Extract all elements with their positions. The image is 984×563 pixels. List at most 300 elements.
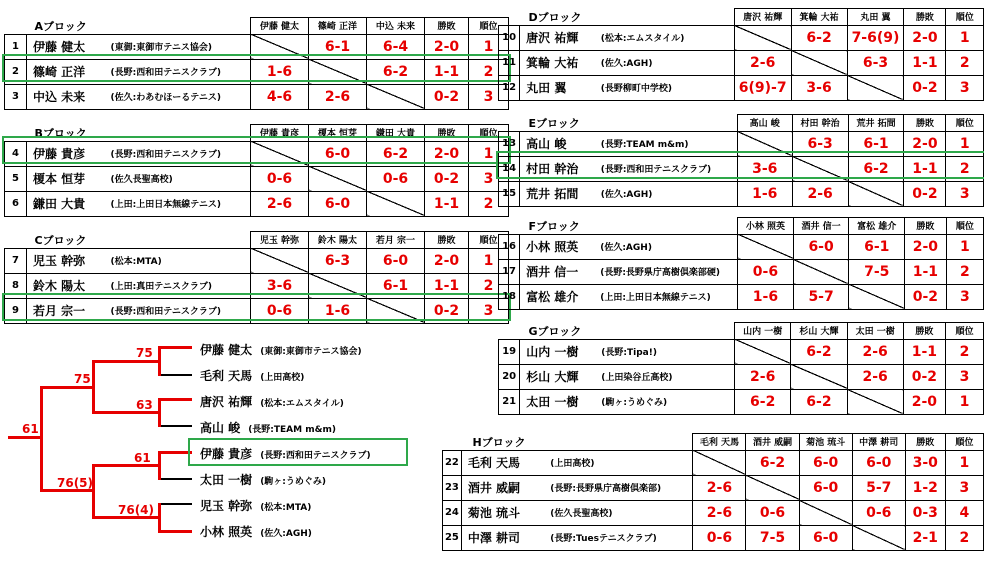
- player-number: 19: [499, 339, 520, 364]
- match-score: 0-6: [367, 166, 425, 191]
- match-score: 0-6: [693, 525, 746, 550]
- match-score: 2-6: [693, 475, 746, 500]
- rank: 1: [469, 34, 509, 59]
- player-number: 21: [499, 389, 520, 414]
- block-g: [498, 322, 984, 415]
- player-number: 7: [5, 248, 27, 273]
- match-score: 6-1: [309, 34, 367, 59]
- player-club: (松本:エムスタイル): [601, 25, 734, 50]
- rank: 1: [946, 25, 984, 50]
- table-row: [499, 181, 984, 206]
- column-header: 荒井 拓間: [848, 115, 904, 132]
- rank: 1: [946, 234, 983, 259]
- table-row: [499, 156, 984, 181]
- self-match-cell: [849, 284, 905, 309]
- win-loss: 2-1: [905, 525, 945, 550]
- player-number: 23: [443, 475, 462, 500]
- bracket-line: [40, 386, 95, 389]
- match-score: 5-7: [793, 284, 849, 309]
- column-header: 順位: [469, 232, 509, 249]
- player-number: 15: [499, 181, 520, 206]
- player-number: 18: [499, 284, 520, 309]
- round-robin-table: [498, 217, 984, 310]
- match-score: 3-6: [791, 75, 847, 100]
- win-loss: 1-1: [903, 339, 945, 364]
- table-row: [5, 166, 509, 191]
- column-header: 唐沢 祐輝: [734, 9, 791, 26]
- match-score: 1-6: [251, 59, 309, 84]
- player-name: 毛利 天馬: [461, 450, 550, 475]
- player-club: (上田高校): [550, 450, 693, 475]
- block-c: [4, 231, 509, 324]
- match-score: 3-6: [737, 156, 792, 181]
- player-number: 10: [499, 25, 520, 50]
- match-score: 6-0: [793, 234, 849, 259]
- rank: 2: [469, 59, 509, 84]
- block-b: [4, 124, 509, 217]
- score-r1d: 76(4): [118, 503, 155, 517]
- win-loss: 0-2: [425, 298, 469, 323]
- self-match-cell: [737, 131, 792, 156]
- table-row: [443, 450, 984, 475]
- player-club: (長野:西和田テニスクラブ): [111, 59, 251, 84]
- bracket-line: [8, 436, 43, 439]
- entrant-club: (長野:西和田テニスクラブ): [260, 451, 371, 461]
- player-number: 1: [5, 34, 27, 59]
- entrant-club: (松本:エムスタイル): [260, 399, 344, 409]
- player-name: 鈴木 陽太: [27, 273, 111, 298]
- self-match-cell: [746, 475, 799, 500]
- self-match-cell: [791, 364, 847, 389]
- block-label: Aブロック: [34, 19, 87, 33]
- match-score: 4-6: [251, 84, 309, 109]
- player-club: (上田:上田日本無線テニス): [111, 191, 251, 216]
- rank: 2: [469, 191, 509, 216]
- column-header: 小林 照英: [738, 218, 794, 235]
- player-club: (東御:東御市テニス協会): [111, 34, 251, 59]
- block-label: Gブロック: [528, 324, 582, 338]
- column-header: 富松 雄介: [849, 218, 905, 235]
- player-number: 17: [499, 259, 520, 284]
- player-name: 太田 一樹: [520, 389, 602, 414]
- player-club: (佐久長聖高校): [550, 500, 693, 525]
- match-score: 6-1: [848, 131, 904, 156]
- self-match-cell: [793, 259, 849, 284]
- player-number: 8: [5, 273, 27, 298]
- column-header: 若月 宗一: [367, 232, 425, 249]
- player-club: (長野:長野県庁高樹倶楽部硬): [600, 259, 737, 284]
- table-row: [443, 475, 984, 500]
- self-match-cell: [309, 273, 367, 298]
- column-header: 勝敗: [903, 323, 945, 340]
- player-name: 杉山 大輝: [520, 364, 602, 389]
- bracket-line: [158, 478, 192, 480]
- bracket-line: [158, 503, 192, 505]
- match-score: 6-0: [799, 525, 852, 550]
- table-row: [5, 273, 509, 298]
- entrant-club: (佐久:AGH): [260, 529, 312, 539]
- block-f: [498, 217, 984, 310]
- player-name: 菊池 琉斗: [461, 500, 550, 525]
- win-loss: 0-3: [905, 500, 945, 525]
- column-header: 順位: [945, 434, 983, 451]
- match-score: 6-2: [746, 450, 799, 475]
- column-header: 高山 峻: [737, 115, 792, 132]
- player-name: 丸田 翼: [520, 75, 601, 100]
- bracket-line: [158, 530, 192, 533]
- match-score: 0-6: [251, 298, 309, 323]
- entrant-club: (東御:東御市テニス協会): [260, 347, 362, 357]
- round-robin-table: [4, 124, 509, 217]
- column-header: 順位: [946, 323, 984, 340]
- player-club: (佐久:AGH): [601, 50, 734, 75]
- rank: 3: [946, 284, 983, 309]
- player-name: 村田 幹治: [520, 156, 601, 181]
- match-score: 6-2: [791, 389, 847, 414]
- table-row: [5, 34, 509, 59]
- table-row: [499, 259, 984, 284]
- table-row: [5, 298, 509, 323]
- player-number: 4: [5, 141, 27, 166]
- table-row: [499, 339, 984, 364]
- win-loss: 0-2: [425, 84, 469, 109]
- self-match-cell: [734, 25, 791, 50]
- player-number: 20: [499, 364, 520, 389]
- table-row: [499, 389, 984, 414]
- table-row: [5, 84, 509, 109]
- block-a: [4, 17, 509, 110]
- rank: 1: [945, 450, 983, 475]
- player-name: 唐沢 祐輝: [520, 25, 601, 50]
- win-loss: 0-2: [905, 284, 947, 309]
- bracket-line: [158, 398, 192, 401]
- win-loss: 2-0: [425, 141, 469, 166]
- rank: 2: [946, 156, 984, 181]
- table-row: [499, 50, 984, 75]
- match-score: 6-4: [367, 34, 425, 59]
- column-header: 勝敗: [905, 434, 945, 451]
- match-score: 3-6: [251, 273, 309, 298]
- win-loss: 1-2: [905, 475, 945, 500]
- rank: 2: [945, 525, 983, 550]
- player-name: 児玉 幹弥: [27, 248, 111, 273]
- rank: 3: [946, 75, 984, 100]
- self-match-cell: [251, 141, 309, 166]
- player-number: 13: [499, 131, 520, 156]
- column-header: 毛利 天馬: [693, 434, 746, 451]
- player-club: (長野:Tuesテニスクラブ): [550, 525, 693, 550]
- table-row: [499, 364, 984, 389]
- player-number: 24: [443, 500, 462, 525]
- column-header: 勝敗: [425, 18, 469, 35]
- bracket-line: [40, 386, 43, 492]
- rank: 3: [946, 181, 984, 206]
- bracket-entrant: [200, 393, 344, 410]
- match-score: 2-6: [251, 191, 309, 216]
- block-label: Fブロック: [528, 219, 580, 233]
- bracket-entrant: [200, 419, 336, 436]
- self-match-cell: [367, 298, 425, 323]
- player-name: 荒井 拓間: [520, 181, 601, 206]
- match-score: 0-6: [852, 500, 905, 525]
- match-score: 6-2: [848, 156, 904, 181]
- win-loss: 0-2: [425, 166, 469, 191]
- match-score: 0-6: [746, 500, 799, 525]
- win-loss: 1-1: [425, 191, 469, 216]
- rank: 3: [469, 298, 509, 323]
- match-score: 6-2: [791, 339, 847, 364]
- win-loss: 2-0: [905, 234, 947, 259]
- table-row: [499, 75, 984, 100]
- match-score: 6-0: [367, 248, 425, 273]
- bracket-line: [158, 451, 192, 454]
- block-label: Cブロック: [34, 233, 87, 247]
- block-label: Bブロック: [34, 126, 87, 140]
- match-score: 1-6: [738, 284, 794, 309]
- player-name: 伊藤 貴彦: [27, 141, 111, 166]
- self-match-cell: [367, 84, 425, 109]
- match-score: 2-6: [309, 84, 367, 109]
- table-row: [5, 59, 509, 84]
- player-name: 富松 雄介: [520, 284, 601, 309]
- rank: 2: [946, 50, 984, 75]
- column-header: 篠崎 正洋: [309, 18, 367, 35]
- score-sf2: 76(5): [57, 476, 94, 490]
- self-match-cell: [693, 450, 746, 475]
- win-loss: 0-2: [904, 75, 946, 100]
- column-header: 鎌田 大貴: [367, 125, 425, 142]
- column-header: 勝敗: [904, 115, 946, 132]
- rank: 1: [946, 131, 984, 156]
- rank: 2: [946, 259, 983, 284]
- table-row: [443, 500, 984, 525]
- match-score: 6-3: [309, 248, 367, 273]
- column-header: 順位: [946, 9, 984, 26]
- match-score: 6-2: [367, 141, 425, 166]
- entrant-name: 児玉 幹弥: [200, 499, 253, 513]
- match-score: 6-2: [367, 59, 425, 84]
- player-name: 酒井 威嗣: [461, 475, 550, 500]
- bracket-entrant: [200, 367, 304, 384]
- match-score: 1-6: [737, 181, 792, 206]
- score-sf1: 75: [74, 372, 91, 386]
- match-score: 2-6: [734, 50, 791, 75]
- column-header: 酒井 威嗣: [746, 434, 799, 451]
- column-header: 順位: [469, 18, 509, 35]
- score-r1a: 75: [136, 346, 153, 360]
- round-robin-table: [442, 433, 984, 551]
- block-e: [498, 114, 984, 207]
- match-score: 6(9)-7: [734, 75, 791, 100]
- win-loss: 0-2: [904, 181, 946, 206]
- self-match-cell: [791, 50, 847, 75]
- win-loss: 1-1: [425, 273, 469, 298]
- entrant-name: 小林 照英: [200, 525, 253, 539]
- win-loss: 2-0: [425, 248, 469, 273]
- player-club: (上田:真田テニスクラブ): [111, 273, 251, 298]
- match-score: 1-6: [309, 298, 367, 323]
- player-club: (長野:TEAM m&m): [601, 131, 738, 156]
- entrant-club: (長野:TEAM m&m): [248, 425, 336, 435]
- player-number: 9: [5, 298, 27, 323]
- match-score: 7-6(9): [847, 25, 904, 50]
- block-label: Eブロック: [528, 116, 580, 130]
- player-name: 若月 宗一: [27, 298, 111, 323]
- bracket-entrant: [200, 471, 326, 488]
- match-score: 0-6: [738, 259, 794, 284]
- win-loss: 2-0: [904, 131, 946, 156]
- table-row: [499, 25, 984, 50]
- column-header: 太田 一樹: [847, 323, 903, 340]
- player-name: 伊藤 健太: [27, 34, 111, 59]
- player-number: 16: [499, 234, 520, 259]
- player-number: 6: [5, 191, 27, 216]
- score-r1c: 61: [134, 451, 151, 465]
- player-name: 鎌田 大貴: [27, 191, 111, 216]
- self-match-cell: [852, 525, 905, 550]
- column-header: 箕輪 大祐: [791, 9, 847, 26]
- win-loss: 3-0: [905, 450, 945, 475]
- player-name: 高山 峻: [520, 131, 601, 156]
- player-club: (長野:長野県庁高樹倶楽部): [550, 475, 693, 500]
- rank: 1: [469, 248, 509, 273]
- self-match-cell: [847, 75, 904, 100]
- match-score: 0-6: [251, 166, 309, 191]
- round-robin-table: [498, 8, 984, 101]
- player-club: (上田染谷丘高校): [601, 364, 734, 389]
- match-score: 5-7: [852, 475, 905, 500]
- player-name: 小林 照英: [520, 234, 601, 259]
- table-row: [499, 284, 984, 309]
- column-header: 山内 一樹: [735, 323, 791, 340]
- match-score: 7-5: [849, 259, 905, 284]
- table-row: [499, 131, 984, 156]
- match-score: 6-1: [367, 273, 425, 298]
- column-header: 勝敗: [425, 125, 469, 142]
- round-robin-table: [4, 231, 509, 324]
- rank: 1: [946, 389, 984, 414]
- match-score: 6-0: [852, 450, 905, 475]
- win-loss: 1-1: [904, 50, 946, 75]
- bracket-entrant: [200, 497, 311, 514]
- column-header: 菊池 琉斗: [799, 434, 852, 451]
- self-match-cell: [367, 191, 425, 216]
- rank: 3: [469, 166, 509, 191]
- player-club: (長野:西和田テニスクラブ): [601, 156, 738, 181]
- player-number: 11: [499, 50, 520, 75]
- rank: 2: [946, 339, 984, 364]
- table-row: [443, 525, 984, 550]
- column-header: 勝敗: [904, 9, 946, 26]
- self-match-cell: [738, 234, 794, 259]
- rank: 3: [469, 84, 509, 109]
- entrant-name: 伊藤 健太: [200, 343, 253, 357]
- block-label: Hブロック: [472, 435, 526, 449]
- column-header: 酒井 信一: [793, 218, 849, 235]
- column-header: 順位: [946, 218, 983, 235]
- entrant-name: 太田 一樹: [200, 473, 253, 487]
- match-score: 6-3: [847, 50, 904, 75]
- table-row: [5, 141, 509, 166]
- entrant-name: 高山 峻: [200, 421, 241, 435]
- self-match-cell: [847, 389, 903, 414]
- player-number: 5: [5, 166, 27, 191]
- match-score: 2-6: [847, 339, 903, 364]
- entrant-club: (上田高校): [260, 373, 305, 383]
- match-score: 6-2: [791, 25, 847, 50]
- match-score: 2-6: [792, 181, 848, 206]
- win-loss: 0-2: [903, 364, 945, 389]
- player-club: (佐久:AGH): [600, 234, 737, 259]
- player-name: 中澤 耕司: [461, 525, 550, 550]
- match-score: 6-0: [799, 475, 852, 500]
- entrant-name: 毛利 天馬: [200, 369, 253, 383]
- bracket-line: [158, 346, 192, 349]
- player-club: (長野:西和田テニスクラブ): [111, 298, 251, 323]
- win-loss: 2-0: [903, 389, 945, 414]
- column-header: 伊藤 貴彦: [251, 125, 309, 142]
- self-match-cell: [792, 156, 848, 181]
- entrant-club: (駒ヶ:うめぐみ): [260, 477, 327, 487]
- player-club: (佐久長聖高校): [111, 166, 251, 191]
- player-number: 12: [499, 75, 520, 100]
- self-match-cell: [799, 500, 852, 525]
- player-club: (佐久:わあむほーるテニス): [111, 84, 251, 109]
- entrant-name: 唐沢 祐輝: [200, 395, 253, 409]
- column-header: 鈴木 陽太: [309, 232, 367, 249]
- column-header: 伊藤 健太: [251, 18, 309, 35]
- column-header: 順位: [469, 125, 509, 142]
- table-row: [5, 191, 509, 216]
- player-number: 3: [5, 84, 27, 109]
- score-final: 61: [22, 422, 39, 436]
- self-match-cell: [251, 248, 309, 273]
- block-h: [442, 433, 984, 551]
- bracket-line: [158, 374, 192, 376]
- self-match-cell: [848, 181, 904, 206]
- block-label: Dブロック: [528, 10, 582, 24]
- match-score: 2-6: [735, 364, 791, 389]
- match-score: 6-0: [309, 191, 367, 216]
- column-header: 順位: [946, 115, 984, 132]
- player-number: 22: [443, 450, 462, 475]
- rank: 3: [946, 364, 984, 389]
- self-match-cell: [309, 59, 367, 84]
- self-match-cell: [251, 34, 309, 59]
- column-header: 杉山 大輝: [791, 323, 847, 340]
- win-loss: 1-1: [425, 59, 469, 84]
- match-score: 6-0: [799, 450, 852, 475]
- round-robin-table: [4, 17, 509, 110]
- player-name: 榎本 恒芽: [27, 166, 111, 191]
- rank: 1: [469, 141, 509, 166]
- rank: 3: [945, 475, 983, 500]
- column-header: 丸田 翼: [847, 9, 904, 26]
- match-score: 6-3: [792, 131, 848, 156]
- player-club: (佐久:AGH): [601, 181, 738, 206]
- column-header: 児玉 幹弥: [251, 232, 309, 249]
- player-club: (駒ヶ:うめぐみ): [601, 389, 734, 414]
- win-loss: 2-0: [425, 34, 469, 59]
- win-loss: 2-0: [904, 25, 946, 50]
- rank: 2: [469, 273, 509, 298]
- table-row: [499, 234, 984, 259]
- column-header: 榎本 恒芽: [309, 125, 367, 142]
- round-robin-table: [498, 114, 984, 207]
- player-number: 14: [499, 156, 520, 181]
- player-club: (松本:MTA): [111, 248, 251, 273]
- self-match-cell: [309, 166, 367, 191]
